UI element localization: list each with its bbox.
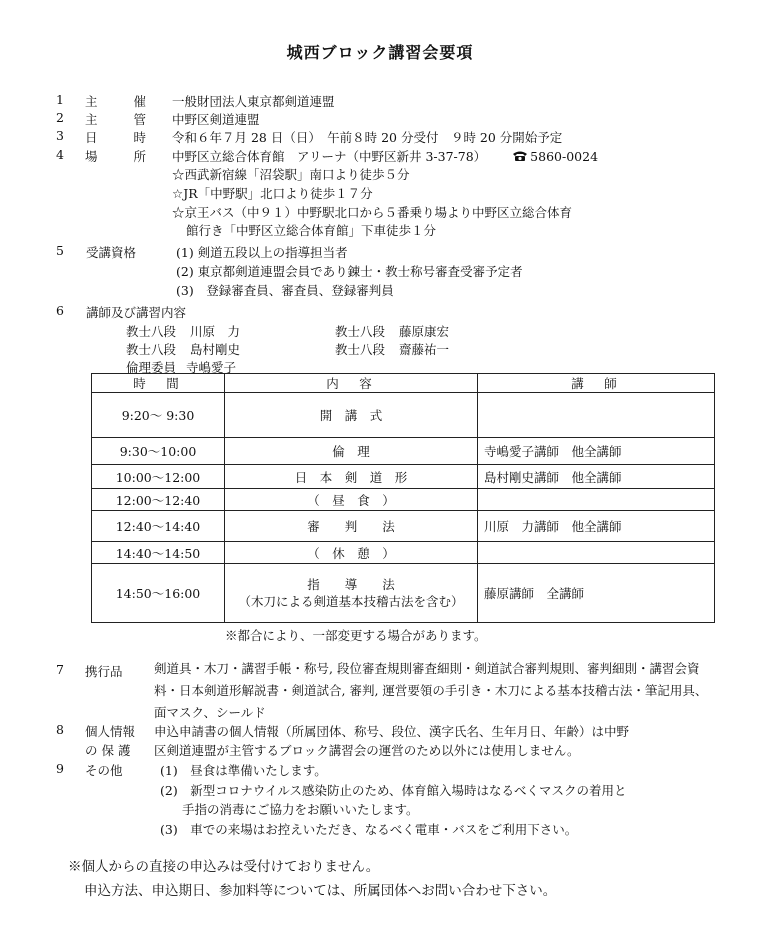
header-content: 内 容 [225,374,478,393]
content-cell: （ 休 憩 ） [225,542,478,564]
item-label-date: 日 時 [85,130,147,145]
lecturer-cell [478,393,715,438]
date-value: 令和６年７月 28 日（日） 午前８時 20 分受付 ９時 20 分開始予定 [172,130,563,145]
item-number: 6 [56,303,64,318]
table-row [92,489,715,511]
header-time: 時 間 [92,374,225,393]
content-cell: 日 本 剣 道 形 [225,465,478,489]
others-line: (3) 車での来場はお控えいただき、なるべく電車・バスをご利用下さい。 [160,822,578,837]
item-label-venue: 場 所 [85,149,147,164]
content-cell: 開 講 式 [225,393,478,438]
time-cell: 9:30～10:00 [92,438,225,465]
instructor-entry: 教士八段 齋藤祐一 [335,342,450,357]
item-number: 3 [56,128,64,143]
item-label-instructors: 講師及び講習内容 [86,305,187,320]
time-cell: 10:00～12:00 [92,465,225,489]
time-cell: 14:40～14:50 [92,542,225,564]
item-label-organizer: 主 管 [85,112,147,127]
privacy-line: 申込申請書の個人情報（所属団体、称号、段位、漢字氏名、生年月日、年齢）は中野 [154,724,630,739]
item-number: 9 [56,761,64,776]
instructor-entry: 教士八段 島村剛史 [126,342,241,357]
instructor-entry: 教士八段 川原 力 [126,324,241,339]
item-number: 1 [56,92,64,107]
access-line: 館行き「中野区立総合体育館」下車徒歩１分 [186,223,437,238]
item-label-privacy-2: の 保 護 [85,743,131,758]
table-row [92,438,715,465]
item-number: 5 [56,243,64,258]
item-label-host: 主 催 [85,94,147,109]
item-number: 8 [56,722,64,737]
table-row [92,393,715,438]
item-number: 2 [56,110,64,125]
others-line: (1) 昼食は準備いたします。 [160,763,327,778]
time-cell: 12:40～14:40 [92,511,225,542]
item-label-qualification: 受講資格 [86,245,137,260]
content-title: 指 導 法 [307,577,395,592]
others-line: 手指の消毒にご協力をお願いいたします。 [182,802,419,817]
instructor-entry: 倫理委員 寺嶋愛子 [126,360,237,375]
lecturer-cell: 島村剛史講師 他全講師 [478,465,715,489]
venue-value: 中野区立総合体育館 アリーナ（中野区新井 3-37-78） 5860-0024 [172,149,599,164]
qualification-line: (1) 剣道五段以上の指導担当者 [176,245,348,260]
host-value: 一般財団法人東京都剣道連盟 [172,94,335,109]
content-cell: （ 昼 食 ） [225,489,478,511]
item-label-belongings: 携行品 [85,664,123,679]
schedule-table [91,373,715,623]
content-cell: 審 判 法 [225,511,478,542]
organizer-value: 中野区剣道連盟 [172,112,260,127]
qualification-line: (3) 登録審査員、審査員、登録審判員 [176,283,394,298]
lecturer-cell [478,489,715,511]
telephone-icon [512,150,528,162]
item-number: 4 [56,147,64,162]
lecturer-cell [478,542,715,564]
item-number: 7 [56,662,64,677]
lecturer-cell: 川原 力講師 他全講師 [478,511,715,542]
schedule-header-row [92,374,715,393]
footer-notice: ※個人からの直接の申込みは受付けておりません。 [68,859,380,875]
table-row [92,542,715,564]
content-subtitle: （木刀による剣道基本技稽古法を含む） [238,594,464,609]
others-line: (2) 新型コロナウイルス感染防止のため、体育館入場時はなるべくマスクの着用と [160,783,627,798]
item-label-others: その他 [85,763,123,778]
access-line: ☆京王バス（中９１）中野駅北口から５番乗り場より中野区立総合体育 [172,205,573,220]
footer-inquiry: 申込方法、申込期日、参加料等については、所属団体へお問い合わせ下さい。 [84,883,557,899]
table-row [92,564,715,623]
time-cell: 12:00～12:40 [92,489,225,511]
page-title: 城西ブロック講習会要項 [286,43,474,62]
item-label-privacy: 個人情報 [85,724,136,739]
time-cell: 9:20～ 9:30 [92,393,225,438]
instructor-entry: 教士八段 藤原康宏 [335,324,450,339]
qualification-line: (2) 東京都剣道連盟会員であり錬士・教士称号審査受審予定者 [176,264,523,279]
schedule-note: ※都合により、一部変更する場合があります。 [225,628,487,643]
header-lecturer: 講 師 [478,374,715,393]
time-cell: 14:50～16:00 [92,564,225,623]
table-row [92,465,715,489]
access-line: ☆西武新宿線「沼袋駅」南口より徒歩５分 [172,167,410,182]
access-line: ☆JR「中野駅」北口より徒歩１７分 [172,186,373,201]
content-cell [225,564,478,623]
venue-tel: 5860-0024 [530,149,599,164]
privacy-line: 区剣道連盟が主管するブロック講習会の運営のため以外には使用しません。 [154,743,580,758]
table-row [92,511,715,542]
content-cell: 倫 理 [225,438,478,465]
lecturer-cell: 藤原講師 全講師 [478,564,715,623]
belongings-text: 剣道具・木刀・講習手帳・称号, 段位審査規則審査細則・剣道試合審判規則、審判細則・講習会資料・日本剣道形解説書・剣道試合, 審判, 運営要領の手引き・木刀による基本技稽古法・筆記用具、面マスク、シールド [154,661,708,720]
lecturer-cell: 寺嶋愛子講師 他全講師 [478,438,715,465]
